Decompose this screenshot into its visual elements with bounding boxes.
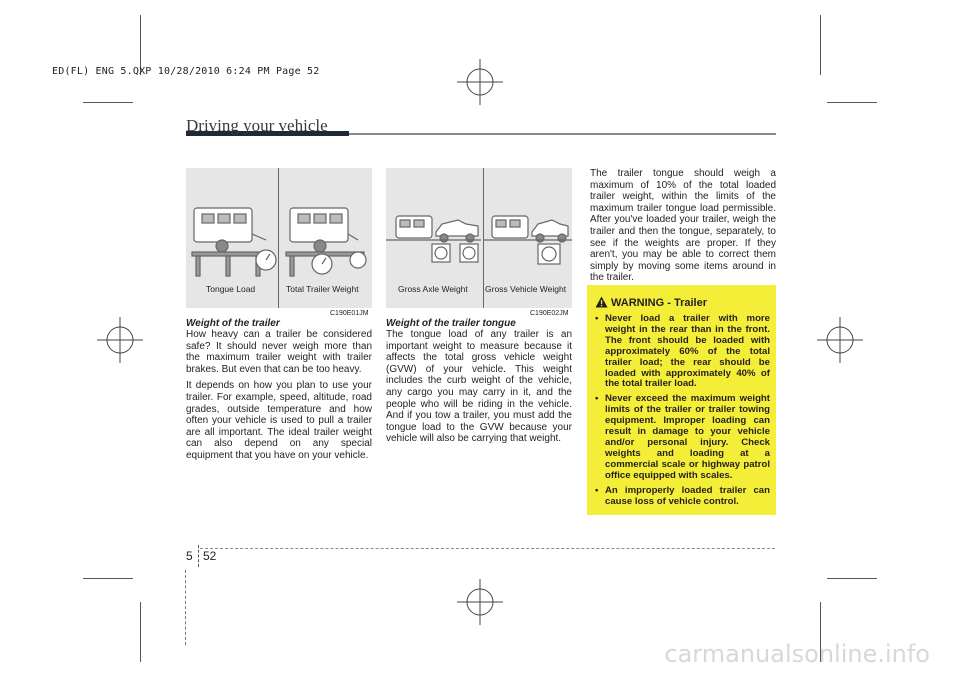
figure-label-gross-vehicle-weight: Gross Vehicle Weight: [485, 284, 567, 294]
figure-label-tongue-load: Tongue Load: [206, 284, 256, 294]
paragraph: It depends on how you plan to use your trailer. For example, speed, altitude, road grades, outside temperature and how often your vehicle is used to pull a trailer are all important. The ideal trailer weight can also depend on any special equipment that you have on your vehicle.: [186, 380, 372, 461]
figure-label-gross-axle-weight: Gross Axle Weight: [398, 284, 468, 294]
figure-tongue-weight: [386, 168, 572, 308]
section-heading: Weight of the trailer: [186, 318, 280, 329]
page-number-separator: [198, 545, 200, 567]
watermark: carmanualsonline.info: [664, 640, 930, 668]
section-tongue-weighing: [590, 168, 776, 284]
print-slug: ED(FL) ENG 5.QXP 10/28/2010 6:24 PM Page 52: [52, 66, 320, 77]
page-number: 52: [203, 549, 217, 563]
registration-mark-left: [95, 315, 145, 365]
section-heading: Weight of the trailer tongue: [386, 318, 516, 329]
registration-mark-top: [455, 57, 505, 107]
warning-list: [594, 314, 770, 511]
section-weight-of-trailer: [186, 318, 372, 462]
warning-title: WARNING - Trailer: [611, 297, 707, 309]
section-number: 5: [186, 549, 193, 563]
paragraph: How heavy can a trailer be considered safe? It should never weigh more than the maximum trailer weight with trailer brakes. But even that can be too heavy.: [186, 329, 372, 375]
footer-rule: [200, 548, 775, 549]
warning-item: • Never exceed the maximum weight limits of the trailer or trailer towing equipment. Improper loading can result in damage to your vehicle and/or personal injury. Check weights and loading at a commercial scale or highway patrol office equipped with scales.: [594, 394, 770, 481]
warning-item: • Never load a trailer with more weight in the rear than in the front. The front should be loaded with approximately 60% of the total trailer load; the rear should be loaded with approximately 40% of the total trailer load.: [594, 314, 770, 390]
paragraph: The trailer tongue should weigh a maximum of 10% of the total loaded trailer weight, within the limits of the maximum trailer tongue load permissible. After you've loaded your trailer, weigh the trailer and then the tongue, separately, to see if the weights are proper. If they aren't, you may be able to correct them simply by moving some items around in the trailer.: [590, 168, 776, 284]
paragraph: The tongue load of any trailer is an important weight to measure because it affects the total gross vehicle weight (GVW) of your vehicle. This weight includes the curb weight of the vehicle, any cargo you may carry in it, and the people who will be riding in the vehicle. And if you tow a trailer, you must add the tongue load to the GVW because your vehicle will also be carrying that weight.: [386, 329, 572, 445]
figure-label-total-trailer-weight: Total Trailer Weight: [286, 284, 359, 294]
registration-mark-right: [815, 315, 865, 365]
page-header-title: Driving your vehicle: [186, 116, 328, 135]
warning-item: • An improperly loaded trailer can cause loss of vehicle control.: [594, 486, 770, 508]
figure-code: C190E01JM: [330, 310, 369, 317]
figure-trailer-weight: [186, 168, 372, 308]
registration-mark-bottom: [455, 577, 505, 627]
warning-box: [587, 285, 776, 515]
section-weight-of-tongue: [386, 318, 572, 445]
figure-code: C190E02JM: [530, 310, 569, 317]
warning-triangle-icon: [595, 296, 608, 308]
